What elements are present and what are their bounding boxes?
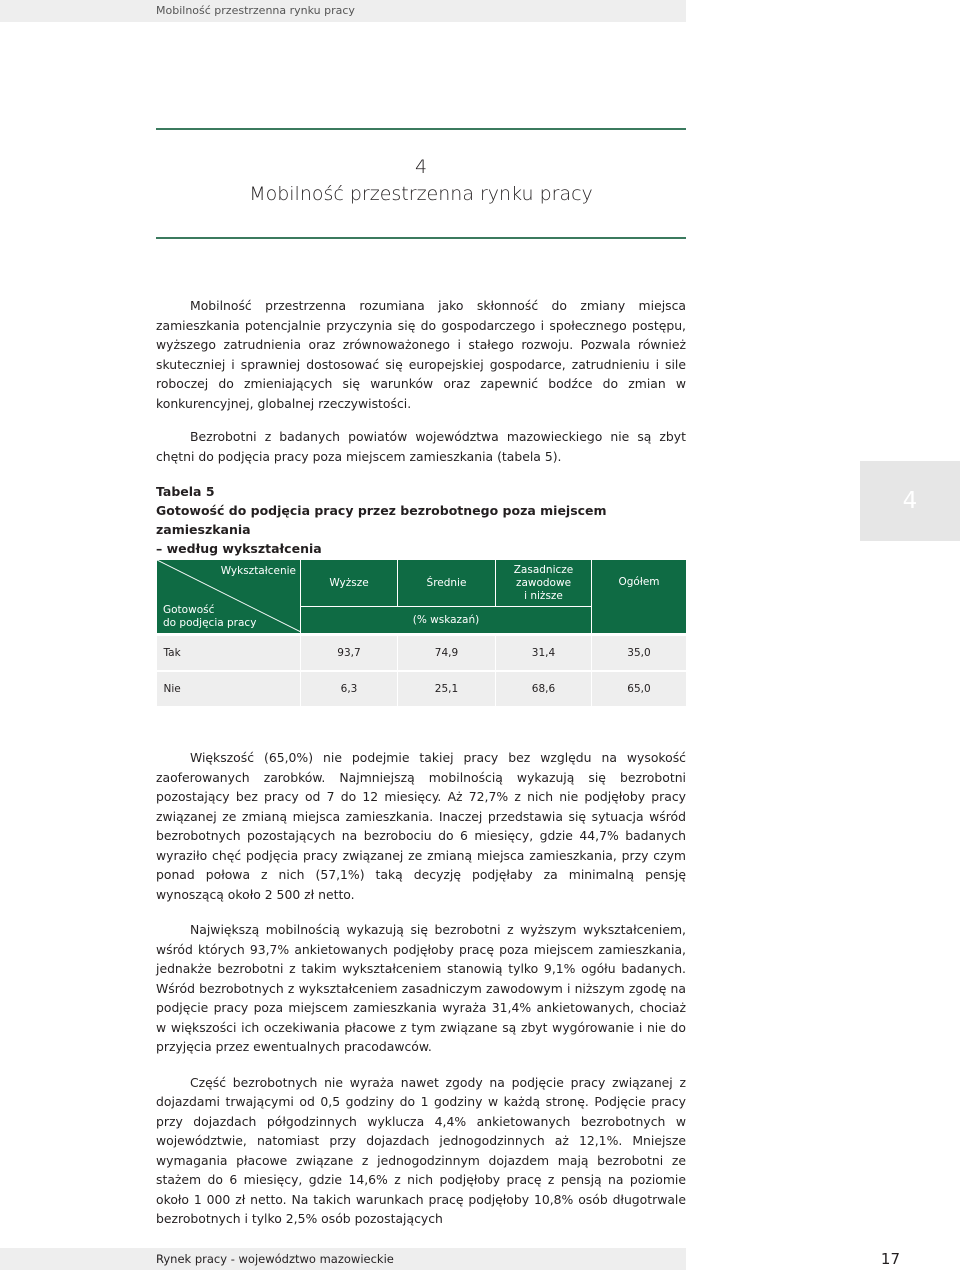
footer-title: Rynek pracy - województwo mazowieckie (156, 1252, 394, 1266)
row-label: Tak (157, 636, 301, 670)
column-header-secondary: Średnie (398, 560, 496, 607)
intro-paragraph-2: Bezrobotni z badanych powiatów województwa mazowieckiego nie są zbyt chętni do podjęcia pracy poza miejscem zamieszkania (tabela 5). (156, 429, 686, 464)
column-header-vocational-line-2: zawodowe (515, 576, 572, 589)
running-header-title: Mobilność przestrzenna rynku pracy (156, 4, 355, 17)
table-cell: 31,4 (496, 636, 592, 670)
table-corner-cell (157, 560, 301, 634)
row-label: Nie (157, 672, 301, 706)
intro-text (156, 296, 686, 466)
running-header (0, 0, 686, 22)
column-header-total: Ogółem (592, 560, 687, 634)
chapter-rule-bottom (156, 237, 686, 239)
corner-label-readiness (163, 604, 256, 630)
chapter-side-tab (860, 461, 960, 541)
chapter-number: 4 (414, 156, 428, 178)
body-text (156, 748, 686, 1229)
table-cell: 6,3 (301, 672, 398, 706)
table-row (157, 636, 687, 670)
running-footer (0, 1248, 686, 1270)
body-paragraph-2: Największą mobilnością wykazują się bezrobotni z wyższym wykształceniem, wśród których 93,7% ankietowanych podjęłoby pracę poza miejscem zamieszkania, jednakże bezrobotni z takim wykształceniem stanowią tylko 9,1% ogółu badanych. Wśród bezrobotnych z wykształceniem zasadniczym zawodowym i niższym zgodę na podjęcie pracy poza miejscem zamieszkania wyraża 31,4% ankietowanych, chociaż w większości ich oczekiwania płacowe z tym związane są zbyt wygórowanie i nie do przyjęcia przez ewentualnych pracodawców. (156, 922, 686, 1054)
column-header-vocational (496, 560, 592, 607)
column-header-higher: Wyższe (301, 560, 398, 607)
corner-label-readiness-line-1: Gotowość (163, 604, 215, 616)
table-cell: 68,6 (496, 672, 592, 706)
corner-label-readiness-line-2: do podjęcia pracy (163, 617, 257, 629)
table-cell: 25,1 (398, 672, 496, 706)
body-paragraph-3: Część bezrobotnych nie wyraża nawet zgody na podjęcie pracy związanej z dojazdami trwającymi od 0,5 godziny do 1 godziny w każdą stronę. Podjęcie pracy przy dojazdach półgodzinnych wyklucza 4,4% ankietowanych bezrobotnych w województwie, natomiast przy dojazdach jednogodzinnych aż 12,1%. Mniejsze wymagania płacowe związane z jednogodzinnym dojazdem mają bezrobotni ze stażem do 6 miesięcy, gdzie 14,6% z nich podjęłoby pracę z pensją na poziomie około 1 000 zł netto. Na takich warunkach pracę podjęłoby 10,8% osób długotrwale bezrobotnych i tylko 2,5% osób pozostających (156, 1074, 686, 1226)
unit-header: (% wskazań) (301, 607, 592, 634)
table-row (157, 672, 687, 706)
table-cell: 35,0 (592, 636, 687, 670)
table-number: Tabela 5 (156, 484, 215, 499)
chapter-title: Mobilność przestrzenna rynku pracy (249, 183, 593, 205)
table-title-line-2: – według wykształcenia (156, 541, 322, 556)
table-cell: 74,9 (398, 636, 496, 670)
table-caption (156, 482, 696, 558)
table-title-line-1: Gotowość do podjęcia pracy przez bezrobotnego poza miejscem zamieszkania (156, 503, 607, 537)
column-header-vocational-line-3: i niższe (524, 589, 563, 602)
chapter-rule-top (156, 128, 686, 130)
chapter-side-tab-number: 4 (902, 488, 918, 514)
body-paragraph-1: Większość (65,0%) nie podejmie takiej pracy bez względu na wysokość zaoferowanych zarobków. Najmniejszą mobilnością wykazują się bezrobotni pozostający bez pracy od 7 do 12 miesięcy. Aż 72,7% z nich nie podjęłoby pracy związanej ze zmianą miejsca zamieszkania. Inaczej przedstawia się sytuacja wśród bezrobotnych pozostających na bezrobociu do 6 miesięcy, gdzie 44,7% badanych wyraziło chęć podjęcia pracy związanej ze zmianą miejsca zamieszkania, przy czym ponad połowa z nich (57,1%) taką decyzję podjęłaby za minimalną pensję wynoszącą około 2 500 zł netto. (156, 750, 686, 902)
intro-paragraph-1: Mobilność przestrzenna rozumiana jako skłonność do zmiany miejsca zamieszkania potencjalnie przyczynia się do gospodarczego i społecznego postępu, wyższego zatrudnienia oraz zrównoważonego i stałego rozwoju. Pozwala również skuteczniej i sprawniej dostosować się europejskiej gospodarce, zatrudnieniu i sile roboczej do zmieniających się warunków oraz zapewnić bodźce do zmian w konkurencyjnej, globalnej rzeczywistości. (156, 298, 686, 411)
table-cell: 65,0 (592, 672, 687, 706)
column-header-vocational-line-1: Zasadnicze (513, 563, 574, 576)
page-number: 17 (880, 1250, 900, 1268)
corner-label-education: Wykształcenie (220, 565, 296, 577)
table-cell: 93,7 (301, 636, 398, 670)
data-table (156, 559, 687, 706)
